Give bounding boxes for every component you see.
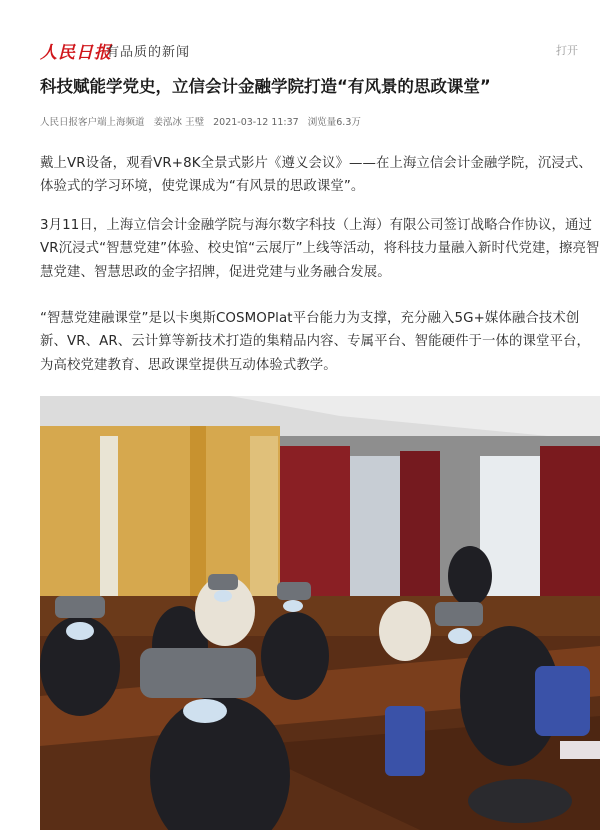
source-label[interactable]: 人民日报客户端上海频道: [40, 117, 145, 128]
top-bar: [0, 0, 600, 68]
article-photo: [40, 396, 600, 830]
open-app-button[interactable]: 打开: [556, 44, 578, 57]
people-daily-logo[interactable]: 人民日报: [40, 43, 112, 63]
article-title: 科技赋能学党史，立信会计金融学院打造“有风景的思政课堂”: [40, 77, 491, 96]
article-meta: [40, 114, 367, 128]
paragraph-2: 3月11日，上海立信会计金融学院与海尔数字科技（上海）有限公司签订战略合作协议，通过VR沉浸式“智慧党建”体验、校史馆“云展厅”上线等活动，将科技力量融入新时代党建，擦亮智慧党建、智慧思政的金字招牌，促进党建与业务融合发展。: [40, 218, 600, 280]
authors-label: 姜泓冰 王璧: [153, 117, 205, 128]
views-count: 浏览量6.3万: [307, 117, 361, 128]
slogan: 有品质的新闻: [106, 45, 191, 60]
paragraph-3: “智慧党建融课堂”是以卡奥斯COSMOPlat平台能力为支撑，充分融入5G+媒体融合技术创新、VR、AR、云计算等新技术打造的集精品内容、专属平台、智能硬件于一体的课堂平台，为高校党建教育、思政课堂提供互动体验式教学。: [40, 311, 590, 373]
datetime-label: 2021-03-12 11:37: [213, 117, 299, 128]
paragraph-1: 戴上VR设备，观看VR+8K全景式影片《遵义会议》——在上海立信会计金融学院，沉浸式、体验式的学习环境，使党课成为“有风景的思政课堂”。: [40, 156, 592, 195]
